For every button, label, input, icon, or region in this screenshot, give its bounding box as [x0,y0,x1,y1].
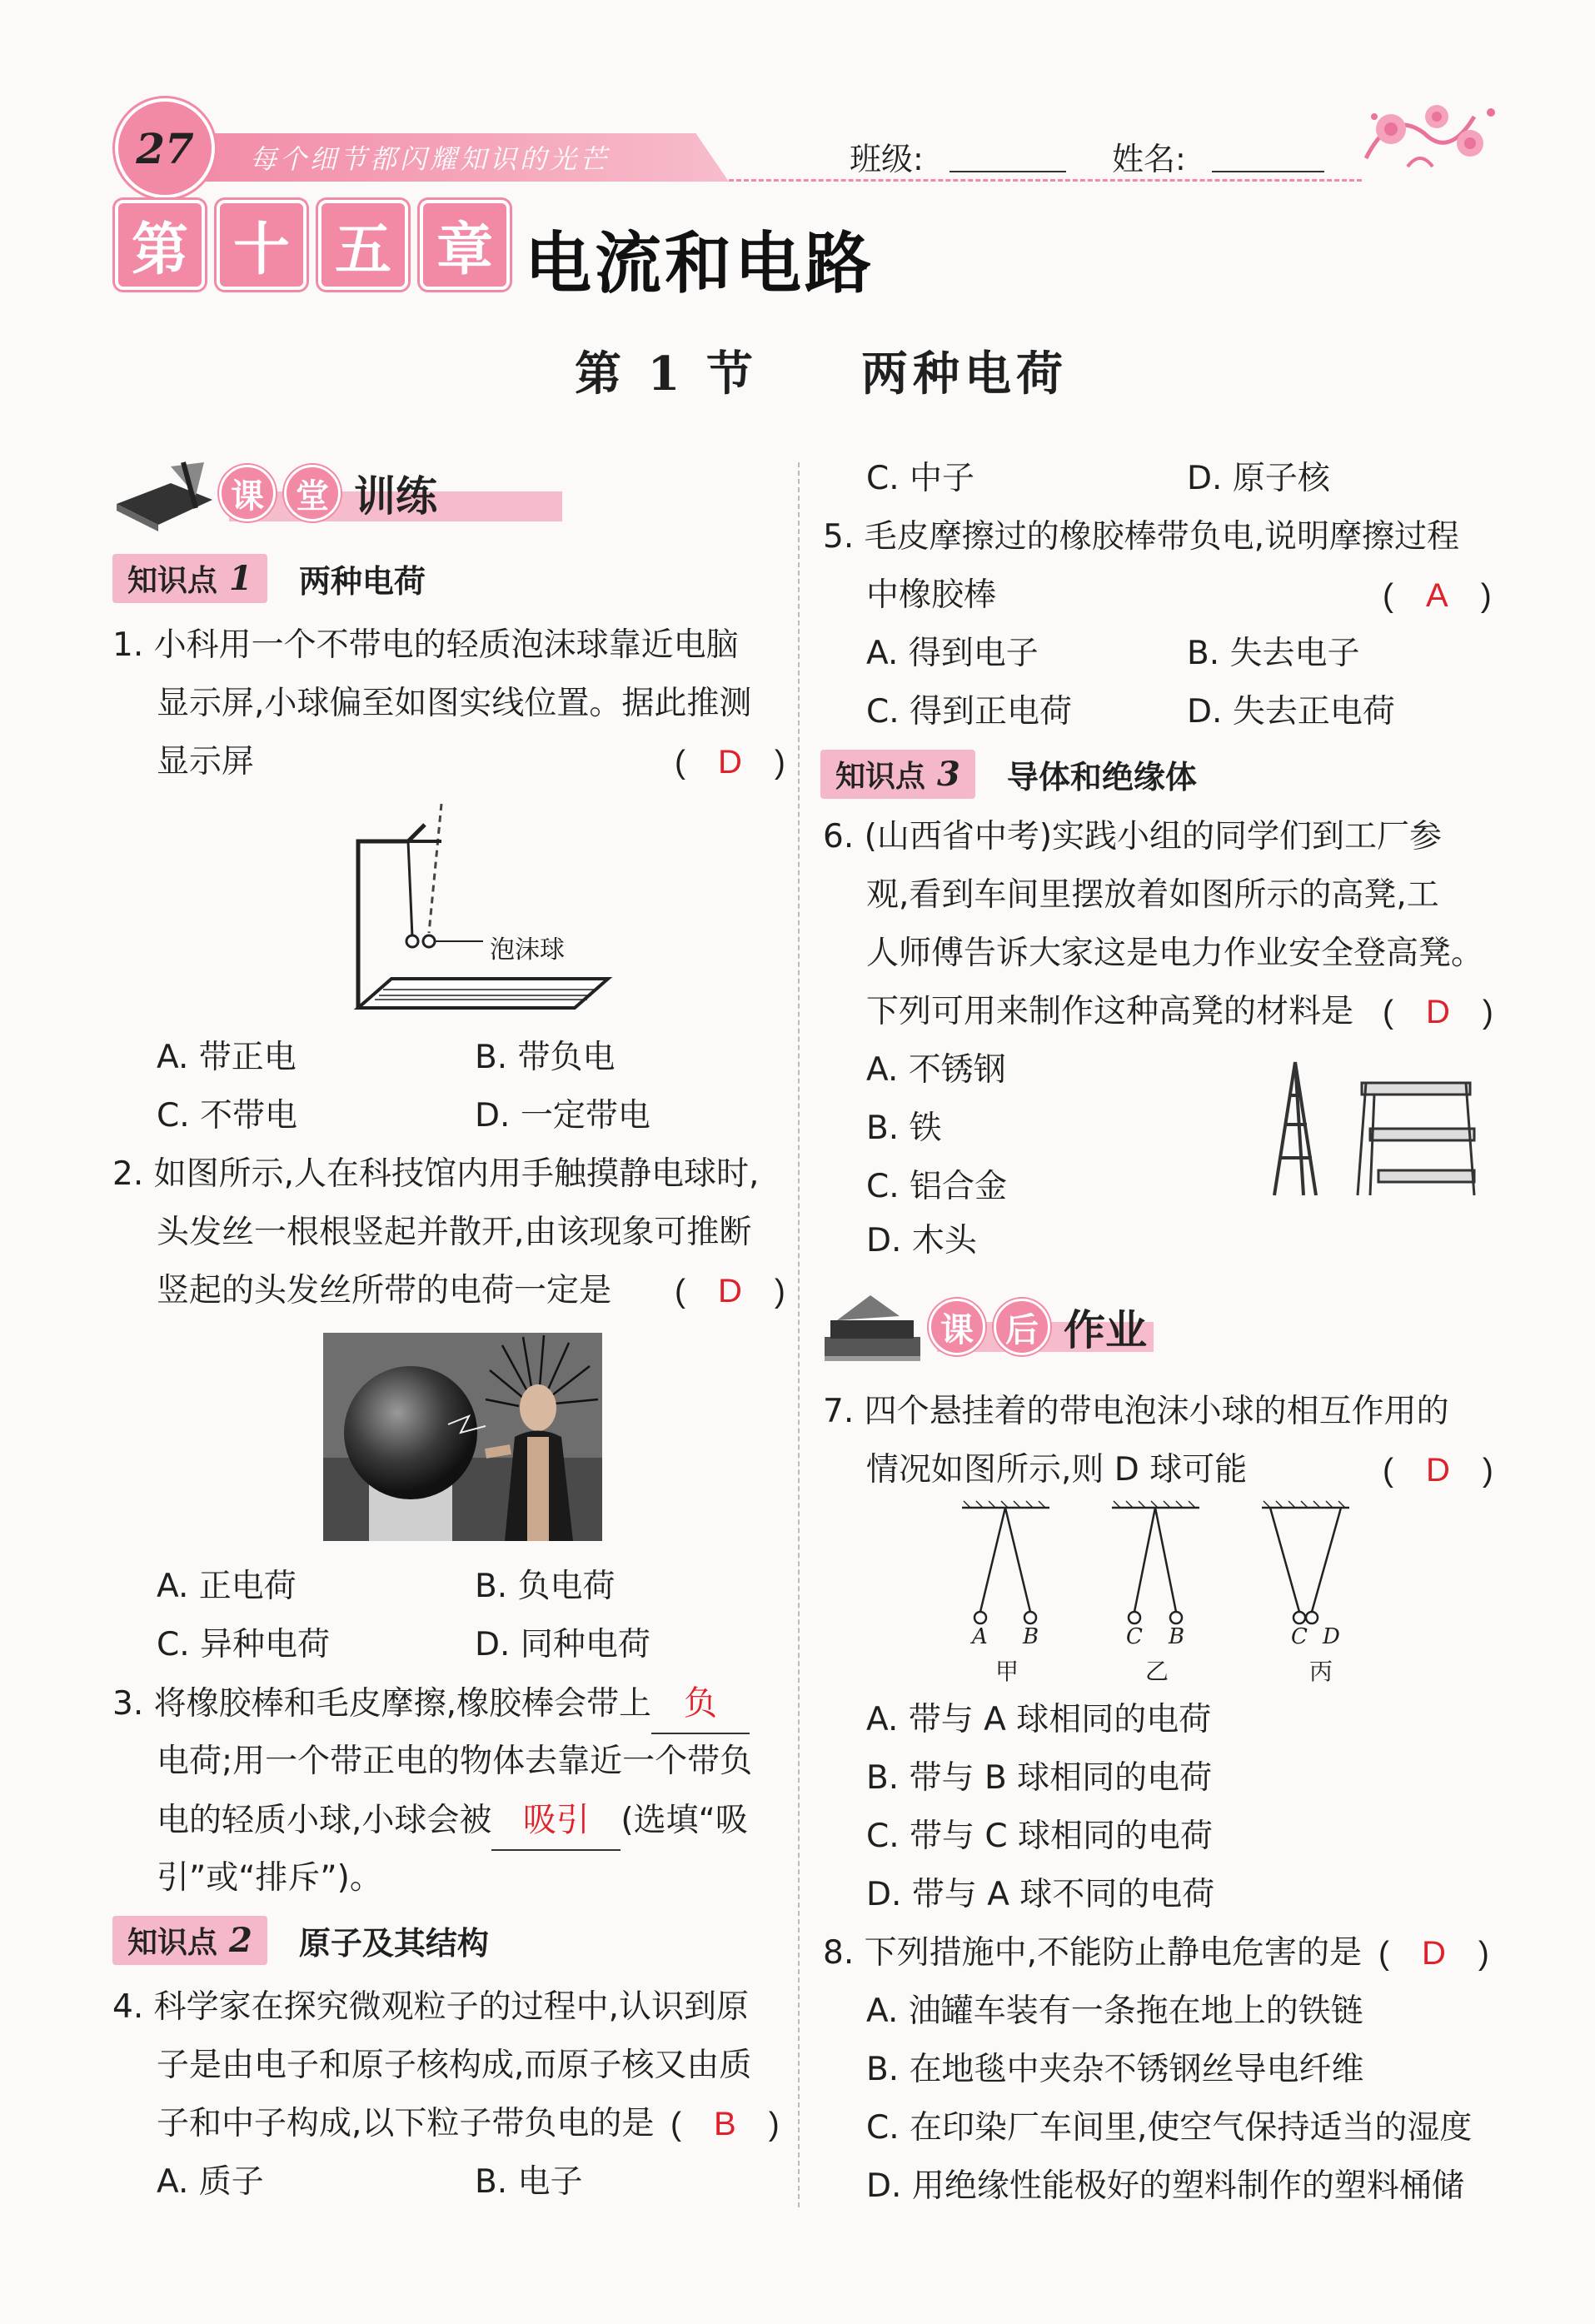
q8-option-c: C. 在印染厂车间里,使空气保持适当的湿度 [866,2109,1473,2147]
q6-line4: 下列可用来制作这种高凳的材料是 [866,993,1354,1030]
q5-answer-parens: ( A ) [1383,577,1492,614]
q7-answer: D [1426,1452,1450,1489]
q7-ball-label: B [1169,1624,1185,1649]
q7-ball-label: D [1323,1624,1340,1649]
knowledge-point-3 [820,750,1197,798]
q6-answer-parens: ( D ) [1383,994,1493,1030]
q3-text: 电的轻质小球,小球会被 [157,1802,492,1839]
q4-option-b: B. 电子 [475,2163,583,2201]
q4-option-d: D. 原子核 [1187,460,1330,497]
q2-line3: 竖起的头发丝所带的电荷一定是 [157,1272,612,1309]
kp-tag-label: 知识点 [835,759,926,794]
chapter-char: 五 [318,200,408,290]
knowledge-point-1 [112,554,426,602]
banner-char: 课 [219,465,276,521]
q1-line1: 1. 小科用一个不带电的轻质泡沫球靠近电脑 [112,626,739,664]
page-number: 27 [136,123,194,173]
knowledge-point-2 [112,1916,489,1964]
kp-tag-label: 知识点 [127,1925,218,1960]
kp-number: 1 [229,558,252,598]
floral-ornament-icon [1358,92,1499,183]
q1-option-b: B. 带负电 [475,1039,616,1076]
class-field[interactable] [950,171,1066,172]
q6-line2: 观,看到车间里摆放着如图所示的高凳,工 [866,876,1439,914]
q4-line1: 4. 科学家在探究微观粒子的过程中,认识到原 [112,1988,750,2026]
q3-line2: 电荷;用一个带正电的物体去靠近一个带负 [157,1743,753,1780]
q1-line2: 显示屏,小球偏至如图实线位置。据此推测 [157,685,752,722]
q4-answer: B [714,2106,736,2142]
q6-option-b: B. 铁 [866,1110,942,1147]
section-title: 第 1 节 两种电荷 [575,347,1068,401]
chapter-title: 电流和电路 [525,225,875,302]
q7-ball-label: C [1291,1624,1308,1649]
chapter-heading [115,200,510,292]
q2-line2: 头发丝一根根竖起并散开,由该现象可推断 [157,1214,752,1251]
page-number-badge [115,98,215,198]
books-icon [820,1291,929,1366]
q7-answer-parens: ( D ) [1383,1452,1493,1489]
q1-line3: 显示屏 [157,743,255,780]
q6-step-stool-figure [1254,1058,1478,1199]
q6-answer: D [1426,994,1450,1030]
q7-ball-label: C [1126,1624,1143,1649]
q7-option-c: C. 带与 C 球相同的电荷 [866,1818,1214,1855]
banner-char: 课 [929,1299,985,1355]
class-label: 班级: [850,141,924,177]
q6-line3: 人师傅告诉大家这是电力作业安全登高凳。 [866,935,1484,972]
q4-line3: 子和中子构成,以下粒子带负电的是 [157,2105,655,2142]
q1-option-a: A. 带正电 [157,1039,297,1076]
q1-foam-ball-monitor-figure [341,800,625,1025]
q8-option-b: B. 在地毯中夹杂不锈钢丝导电纤维 [866,2051,1364,2088]
kp-number: 2 [229,1920,252,1960]
slogan-text: 每个细节都闪耀知识的光芒 [250,143,611,175]
q7-option-d: D. 带与 A 球不同的电荷 [866,1876,1215,1913]
chapter-char: 章 [420,200,510,290]
q1-answer: D [718,744,742,780]
banner-char: 堂 [284,465,341,521]
q6-option-d: D. 木头 [866,1222,977,1259]
q6-option-c: C. 铝合金 [866,1168,1008,1205]
q7-group-name: 甲 [995,1658,1019,1685]
q2-answer: D [718,1273,742,1309]
q4-line2: 子是由电子和原子核构成,而原子核又由质 [157,2047,752,2084]
q5-option-b: B. 失去电子 [1187,635,1360,672]
q5-option-a: A. 得到电子 [866,635,1039,672]
q2-option-a: A. 正电荷 [157,1568,297,1605]
kp-title: 导体和绝缘体 [1006,758,1197,795]
kp-title: 原子及其结构 [298,1924,489,1962]
q8-option-d: D. 用绝缘性能极好的塑料制作的塑料桶储 [866,2167,1464,2205]
q2-option-b: B. 负电荷 [475,1568,616,1605]
name-label: 姓名: [1112,141,1186,177]
q8-line1: 8. 下列措施中,不能防止静电危害的是 [823,1934,1363,1972]
banner-text: 训练 [354,472,437,521]
notebook-pen-icon [112,458,217,533]
q5-line1: 5. 毛皮摩擦过的橡胶棒带负电,说明摩擦过程 [823,518,1460,556]
q3-line3 [157,1791,748,1851]
q3-blank-1[interactable]: 负 [651,1674,750,1734]
q1-fig-label: 泡沫球 [490,935,565,965]
q2-answer-parens: ( D ) [675,1273,785,1309]
q1-option-d: D. 一定带电 [475,1097,650,1135]
q7-ball-label: A [972,1624,988,1649]
q7-line1: 7. 四个悬挂着的带电泡沫小球的相互作用的 [823,1393,1449,1430]
q7-line2: 情况如图所示,则 D 球可能 [866,1451,1248,1489]
q5-option-c: C. 得到正电荷 [866,693,1073,731]
q5-line2: 中橡胶棒 [866,576,997,614]
column-divider [798,462,800,2207]
q7-group-name: 丙 [1309,1658,1333,1685]
q7-ball-label: B [1023,1624,1039,1649]
kp-tag-label: 知识点 [127,563,218,598]
q3-text: (选填“吸 [621,1802,748,1839]
classroom-training-banner [112,458,462,533]
q7-option-b: B. 带与 B 球相同的电荷 [866,1759,1213,1797]
q3-line4: 引”或“排斥”)。 [157,1859,382,1897]
q8-answer: D [1422,1935,1446,1972]
q1-option-c: C. 不带电 [157,1097,298,1135]
q5-answer: A [1426,577,1448,614]
q3-blank-2[interactable]: 吸引 [491,1791,621,1851]
q4-option-c: C. 中子 [866,460,975,497]
name-field[interactable] [1212,171,1324,172]
q6-line1: 6. (山西省中考)实践小组的同学们到工厂参 [823,818,1443,855]
chapter-char: 十 [217,200,307,290]
header-dashed-line [729,179,1362,182]
q3-line1 [112,1674,750,1734]
page-header [0,0,1595,200]
banner-text: 作业 [1064,1306,1147,1354]
q2-option-d: D. 同种电荷 [475,1626,650,1663]
homework-banner [820,1287,1187,1370]
kp-number: 3 [937,754,960,794]
q1-answer-parens: ( D ) [675,744,785,780]
q7-group-name: 乙 [1145,1658,1169,1685]
q2-line1: 2. 如图所示,人在科技馆内用手触摸静电球时, [112,1155,760,1193]
q4-answer-parens: ( B ) [670,2106,780,2142]
q6-option-a: A. 不锈钢 [866,1051,1006,1089]
q7-option-a: A. 带与 A 球相同的电荷 [866,1701,1212,1738]
q8-option-a: A. 油罐车装有一条拖在地上的铁链 [866,1992,1363,2030]
chapter-char: 第 [115,200,205,290]
q5-option-d: D. 失去正电荷 [1187,693,1395,731]
q3-text: 3. 将橡胶棒和毛皮摩擦,橡胶棒会带上 [112,1685,652,1723]
q2-static-ball-photo [323,1333,602,1541]
q4-option-a: A. 质子 [157,2163,264,2201]
kp-title: 两种电荷 [298,562,426,600]
q7-hanging-balls-figure [958,1499,1391,1645]
banner-char: 后 [994,1299,1050,1355]
q2-option-c: C. 异种电荷 [157,1626,331,1663]
q8-answer-parens: ( D ) [1378,1935,1489,1972]
